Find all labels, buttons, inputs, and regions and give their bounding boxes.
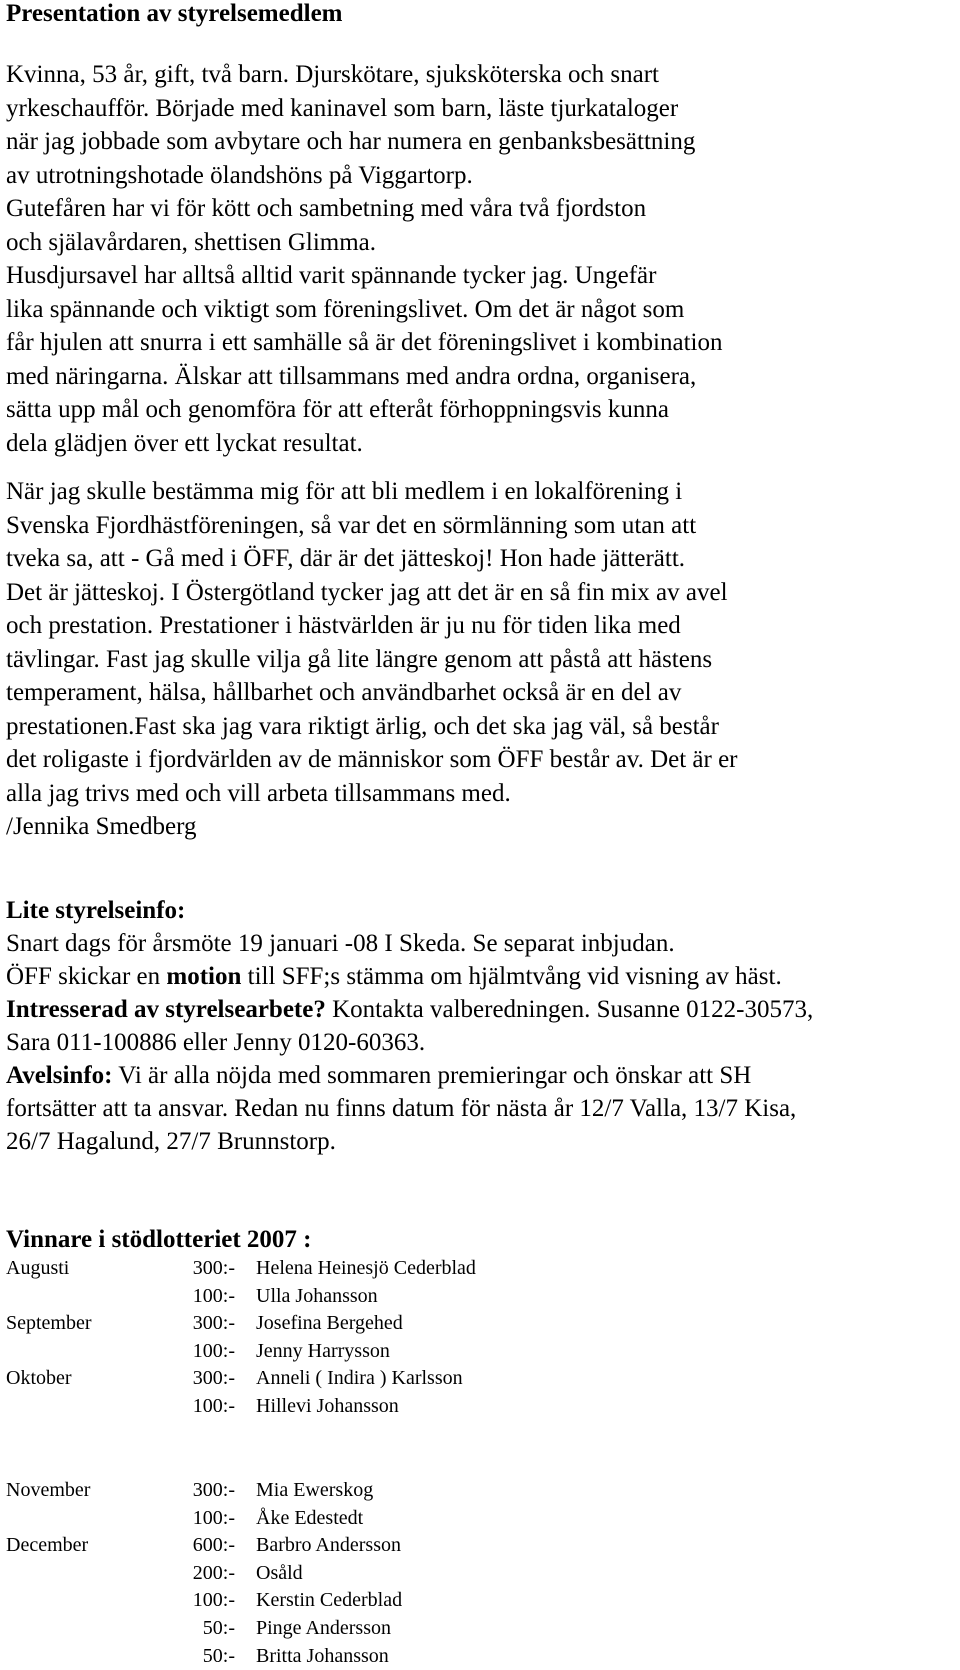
- text-line: prestationen.Fast ska jag vara riktigt ärlig, och det ska jag väl, så består: [6, 712, 719, 740]
- text-line: Svenska Fjordhästföreningen, så var det en sörmlänning som utan att: [6, 511, 697, 539]
- text-line: Husdjursavel har alltså alltid varit spännande tycker jag. Ungefär: [6, 262, 657, 289]
- info-line-motion: [6, 960, 813, 993]
- signature: /Jennika Smedberg: [6, 813, 197, 840]
- info-line-dates-cont: 26/7 Hagalund, 27/7 Brunnstorp.: [6, 1128, 336, 1155]
- lottery-winner: Barbro Andersson: [256, 1534, 401, 1557]
- lottery-amount: 300:-: [192, 1367, 235, 1390]
- lottery-winner: Ulla Johansson: [256, 1284, 378, 1307]
- info-line-breeding: [6, 1059, 813, 1092]
- text-line: Det är jätteskoj. I Östergötland tycker jag att det är en så fin mix av avel: [6, 578, 728, 606]
- lottery-winner: Mia Ewerskog: [256, 1479, 374, 1501]
- text-line: sätta upp mål och genomföra för att efteråt förhoppningsvis kunna: [6, 396, 670, 423]
- lottery-heading: Vinnare i stödlotteriet 2007 :: [6, 1226, 312, 1253]
- lottery-winner: Hillevi Johansson: [256, 1394, 399, 1417]
- text-line: tävlingar. Fast jag skulle vilja gå lite längre genom att påstå att hästens: [6, 645, 713, 673]
- lottery-amount: 100:-: [192, 1506, 235, 1529]
- lottery-winner: Josefina Bergehed: [256, 1312, 403, 1335]
- info-text: Kontakta valberedningen. Susanne 0122-30573,: [325, 996, 814, 1023]
- lottery-month: September: [6, 1312, 92, 1335]
- lottery-amount: 200:-: [192, 1561, 235, 1584]
- info-text: ÖFF skickar en: [6, 963, 167, 990]
- text-line: tveka sa, att - Gå med i ÖFF, där är det jätteskoj! Hon hade jätterätt.: [6, 545, 686, 572]
- text-line: När jag skulle bestämma mig för att bli medlem i en lokalförening i: [6, 478, 683, 505]
- info-bold: Avelsinfo:: [6, 1062, 113, 1089]
- info-bold: motion: [166, 963, 242, 990]
- text-line: temperament, hälsa, hållbarhet och användbarhet också är en del av: [6, 679, 682, 706]
- lottery-amount: 100:-: [192, 1339, 235, 1362]
- info-text: till SFF;s stämma om hjälmtvång vid visning av häst.: [241, 963, 782, 990]
- text-line: Kvinna, 53 år, gift, två barn. Djurskötare, sjuksköterska och snart: [6, 61, 660, 88]
- info-line-dates: fortsätter att ta ansvar. Redan nu finns datum för nästa år 12/7 Valla, 13/7 Kisa,: [6, 1095, 797, 1122]
- lottery-winner: Jenny Harrysson: [256, 1339, 390, 1362]
- text-line: och prestation. Prestationer i hästvärlden är ju nu för tiden lika med: [6, 612, 681, 639]
- lottery-winner: Åke Edestedt: [256, 1506, 364, 1529]
- paragraph-membership: [6, 475, 738, 844]
- lottery-amount: 50:-: [202, 1616, 235, 1639]
- lottery-month: November: [6, 1479, 91, 1501]
- text-line: alla jag trivs med och vill arbeta tillsammans med.: [6, 779, 511, 807]
- lottery-amount: 600:-: [192, 1534, 235, 1557]
- text-line: dela glädjen över ett lyckat resultat.: [6, 429, 363, 457]
- info-line-contacts: Sara 011-100886 eller Jenny 0120-60363.: [6, 1029, 426, 1056]
- lottery-winner: Anneli ( Indira ) Karlsson: [256, 1367, 463, 1390]
- board-info: [6, 927, 813, 1158]
- lottery-amount: 300:-: [192, 1257, 235, 1279]
- info-line-meeting: Snart dags för årsmöte 19 januari -08 I Skeda. Se separat inbjudan.: [6, 930, 675, 957]
- text-line: av utrotningshotade ölandshöns på Viggartorp.: [6, 161, 473, 189]
- info-text: Vi är alla nöjda med sommaren premieringar och önskar att SH: [112, 1062, 752, 1089]
- lottery-amount: 300:-: [192, 1312, 235, 1335]
- text-line: lika spännande och viktigt som föreningslivet. Om det är något som: [6, 295, 685, 323]
- lottery-month: Augusti: [6, 1257, 70, 1279]
- text-line: det roligaste i fjordvärlden av de människor som ÖFF består av. Det är er: [6, 746, 738, 773]
- text-line: och själavårdaren, shettisen Glimma.: [6, 228, 377, 256]
- lottery-winner: Helena Heinesjö Cederblad: [256, 1257, 476, 1279]
- lottery-amount: 300:-: [192, 1479, 235, 1501]
- page-title: Presentation av styrelsemedlem: [6, 0, 343, 27]
- lottery-winner: Britta Johansson: [256, 1644, 389, 1667]
- text-line: med näringarna. Älskar att tillsammans med andra ordna, organisera,: [6, 362, 697, 390]
- text-line: yrkeschaufför. Började med kaninavel som barn, läste tjurkataloger: [6, 94, 679, 122]
- lottery-amount: 100:-: [192, 1284, 235, 1307]
- info-bold: Intresserad av styrelsearbete?: [6, 996, 326, 1023]
- paragraph-presentation: [6, 58, 722, 460]
- lottery-winner: Pinge Andersson: [256, 1616, 391, 1639]
- text-line: när jag jobbade som avbytare och har numera en genbanksbesättning: [6, 128, 696, 155]
- lottery-winner: Osåld: [256, 1561, 303, 1584]
- lottery-amount: 100:-: [192, 1589, 235, 1612]
- lottery-amount: 50:-: [202, 1644, 235, 1667]
- lottery-month: Oktober: [6, 1367, 72, 1390]
- text-line: får hjulen att snurra i ett samhälle så är det föreningslivet i kombination: [6, 329, 723, 356]
- lottery-winner: Kerstin Cederblad: [256, 1589, 403, 1612]
- info-line-board-work: [6, 993, 813, 1026]
- board-info-heading: Lite styrelseinfo:: [6, 897, 186, 924]
- text-line: Gutefåren har vi för kött och sambetning med våra två fjordston: [6, 195, 647, 222]
- lottery-month: December: [6, 1534, 89, 1557]
- lottery-amount: 100:-: [192, 1394, 235, 1417]
